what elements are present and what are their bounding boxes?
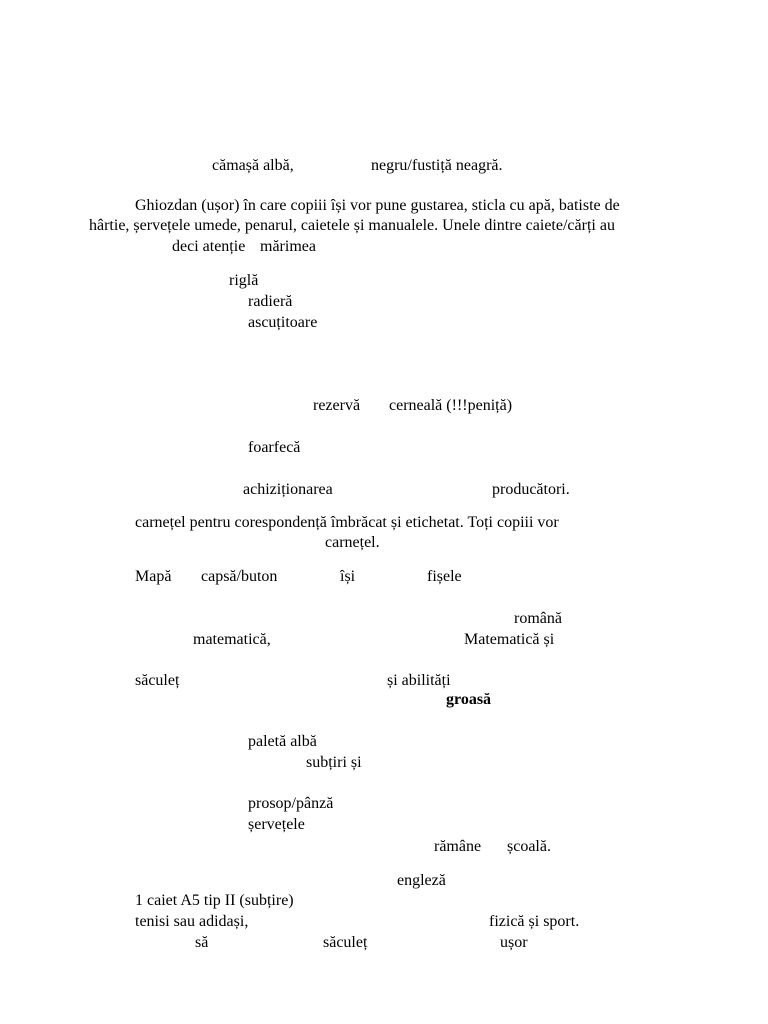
text-line: rămâne (434, 838, 482, 855)
text-line: ușor (500, 934, 528, 951)
text-line: șervețele (248, 816, 305, 833)
text-line: școală. (507, 838, 551, 855)
text-line: prosop/pânză (248, 795, 334, 812)
text-line: capsă/buton (201, 568, 278, 585)
text-line: rezervă (313, 397, 361, 414)
text-line: săculeț (323, 934, 368, 951)
text-line: radieră (248, 293, 293, 310)
text-line: negru/fustiță neagră. (371, 157, 503, 174)
text-line-bold: groasă (446, 691, 492, 708)
text-line: cerneală (!!!peniță) (389, 397, 513, 414)
text-line: Mapă (135, 568, 172, 585)
text-line: ascuțitoare (248, 314, 318, 331)
text-line: cămașă albă, (212, 157, 294, 174)
text-line: foarfecă (248, 439, 301, 456)
text-line: fizică și sport. (489, 913, 580, 930)
text-line: achiziționarea (243, 481, 333, 498)
text-line: paletă albă (248, 733, 317, 750)
text-line: și abilități (387, 672, 451, 689)
text-line: săculeț (135, 672, 180, 689)
text-line: își (340, 568, 356, 585)
text-line: hârtie, șervețele umede, penarul, caietele și manualele. Unele dintre caiete/cărți au (89, 217, 615, 234)
text-line: matematică, (193, 631, 271, 648)
text-line: tenisi sau adidași, (135, 913, 249, 930)
text-line: carnețel pentru corespondență îmbrăcat și etichetat. Toți copiii vor (135, 514, 559, 531)
text-line: subțiri și (306, 754, 362, 771)
text-line: producători. (492, 481, 570, 498)
text-line: fișele (427, 568, 462, 585)
text-line: carnețel. (325, 534, 380, 551)
text-line: 1 caiet A5 tip II (subțire) (135, 892, 294, 909)
text-line: mărimea (260, 238, 316, 255)
text-line: engleză (397, 872, 446, 889)
text-line: română (514, 610, 562, 627)
text-line: Matematică și (464, 631, 555, 648)
text-line: să (195, 934, 209, 951)
text-line: riglă (229, 272, 259, 289)
text-line: deci atenție (172, 238, 246, 255)
text-line: Ghiozdan (ușor) în care copiii își vor pune gustarea, sticla cu apă, batiste de (135, 197, 620, 214)
